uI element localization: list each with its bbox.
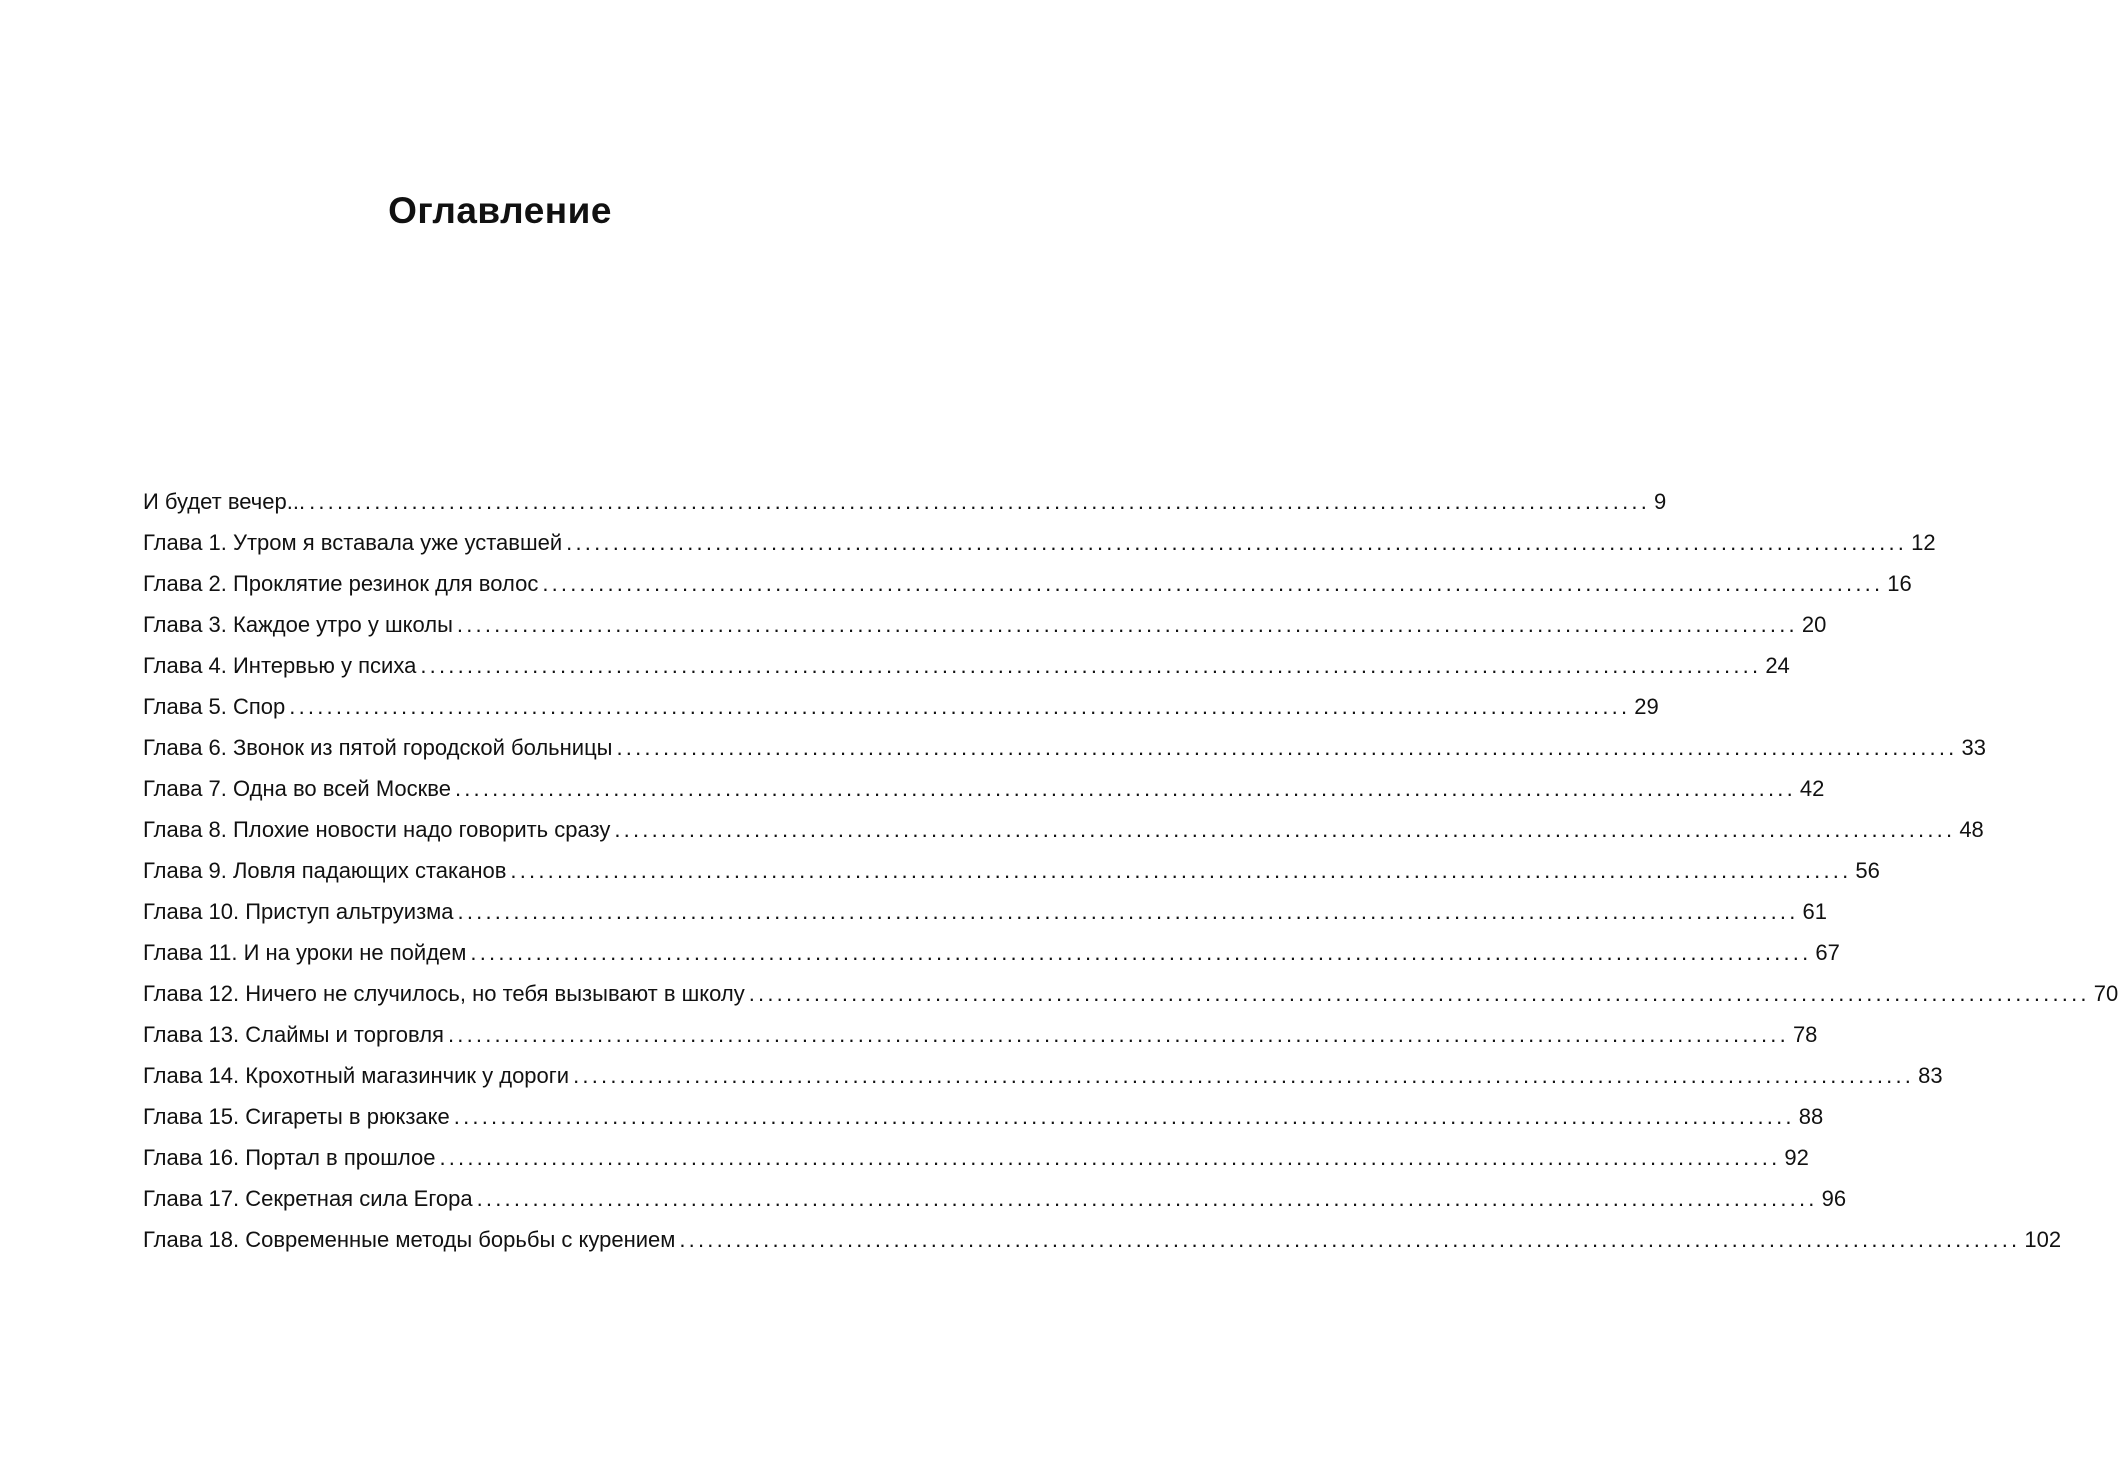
toc-entry[interactable] <box>143 563 1912 604</box>
dot-leader: ................................................................................................................................................ <box>614 817 1956 842</box>
toc-entry-page: 24 <box>1765 653 1790 678</box>
toc-entry-title: Глава 8. Плохие новости надо говорить сразу <box>143 817 611 842</box>
toc-entry-page: 92 <box>1784 1145 1809 1170</box>
toc-entry[interactable] <box>143 1178 1847 1219</box>
toc-entry[interactable] <box>143 973 2118 1014</box>
dot-leader: ................................................................................................................................................ <box>420 653 1762 678</box>
dot-leader: ................................................................................................................................................ <box>456 612 1798 637</box>
dot-leader: ................................................................................................................................................ <box>453 1104 1795 1129</box>
toc-entry-title: Глава 10. Приступ альтруизма <box>143 899 454 924</box>
toc-entry[interactable] <box>143 1137 1809 1178</box>
toc-entry[interactable] <box>143 604 1827 645</box>
toc-entry-page: 33 <box>1961 735 1986 760</box>
toc-entry[interactable] <box>143 645 1790 686</box>
toc-entry-title: Глава 13. Слаймы и торговля <box>143 1022 444 1047</box>
toc-entry-page: 88 <box>1798 1104 1824 1129</box>
toc-entry-title: Глава 12. Ничего не случилось, но тебя вызывают в школу <box>143 981 745 1006</box>
toc-entry-title: Глава 18. Современные методы борьбы с курением <box>143 1227 676 1252</box>
dot-leader: ................................................................................................................................................ <box>470 940 1812 965</box>
toc-entry-page: 61 <box>1802 899 1828 924</box>
toc-entry-title: Глава 1. Утром я вставала уже уставшей <box>143 530 563 555</box>
toc-entry-page: 96 <box>1821 1186 1847 1211</box>
toc-entry-page: 20 <box>1801 612 1827 637</box>
toc-entry[interactable] <box>143 1055 1943 1096</box>
dot-leader: ................................................................................................................................................ <box>447 1022 1789 1047</box>
toc-entry[interactable] <box>143 727 1986 768</box>
dot-leader: ................................................................................................................................................ <box>616 735 1958 760</box>
toc-entry-title: Глава 6. Звонок из пятой городской больницы <box>143 735 613 760</box>
dot-leader: ................................................................................................................................................ <box>542 571 1884 596</box>
toc-entry-page: 102 <box>2024 1227 2062 1252</box>
toc-entry-title: Глава 4. Интервью у психа <box>143 653 417 678</box>
toc-entry-page: 56 <box>1855 858 1880 883</box>
toc-entry-title: И будет вечер... <box>143 489 306 514</box>
toc-entry-page: 70 <box>2093 981 2118 1006</box>
toc-entry[interactable] <box>143 1014 1818 1055</box>
toc-entry-page: 29 <box>1634 694 1659 719</box>
toc-entry[interactable] <box>143 686 1659 727</box>
toc-entry[interactable] <box>143 1096 1824 1137</box>
toc-entry-title: Глава 9. Ловля падающих стаканов <box>143 858 507 883</box>
toc-entry[interactable] <box>143 932 1840 973</box>
toc-entry-title: Глава 7. Одна во всей Москве <box>143 776 451 801</box>
toc-entry[interactable] <box>143 850 1880 891</box>
toc-entry[interactable] <box>143 522 1936 563</box>
dot-leader: ................................................................................................................................................ <box>457 899 1799 924</box>
toc-entry-page: 16 <box>1887 571 1912 596</box>
dot-leader: ................................................................................................................................................ <box>476 1186 1818 1211</box>
toc-entry-title: Глава 2. Проклятие резинок для волос <box>143 571 539 596</box>
dot-leader: ................................................................................................................................................ <box>748 981 2090 1006</box>
page-title: Оглавление <box>388 190 612 231</box>
dot-leader: ................................................................................................................................................ <box>679 1227 2021 1252</box>
toc-entry[interactable] <box>143 481 1667 522</box>
toc-entry[interactable] <box>143 1219 2062 1260</box>
toc-entry[interactable] <box>143 768 1825 809</box>
dot-leader: ................................................................................................................................................ <box>454 776 1796 801</box>
toc-entry-title: Глава 11. И на уроки не пойдем <box>143 940 467 965</box>
dot-leader: ................................................................................................................................................ <box>439 1145 1781 1170</box>
toc-entry-page: 9 <box>1654 489 1667 514</box>
dot-leader: ................................................................................................................................................ <box>309 489 1651 514</box>
table-of-contents <box>143 481 2118 1260</box>
dot-leader: ................................................................................................................................................ <box>566 530 1908 555</box>
dot-leader: ................................................................................................................................................ <box>510 858 1852 883</box>
toc-entry-page: 67 <box>1815 940 1840 965</box>
toc-entry-title: Глава 3. Каждое утро у школы <box>143 612 453 637</box>
toc-entry[interactable] <box>143 809 1984 850</box>
toc-entry-page: 78 <box>1792 1022 1818 1047</box>
toc-entry-page: 12 <box>1911 530 1936 555</box>
toc-entry-title: Глава 16. Портал в прошлое <box>143 1145 436 1170</box>
toc-entry-title: Глава 17. Секретная сила Егора <box>143 1186 473 1211</box>
toc-entry[interactable] <box>143 891 1828 932</box>
toc-entry-title: Глава 15. Сигареты в рюкзаке <box>143 1104 450 1129</box>
toc-entry-page: 48 <box>1959 817 1984 842</box>
toc-entry-title: Глава 5. Спор <box>143 694 286 719</box>
toc-entry-page: 83 <box>1918 1063 1943 1088</box>
toc-entry-title: Глава 14. Крохотный магазинчик у дороги <box>143 1063 570 1088</box>
toc-entry-page: 42 <box>1799 776 1825 801</box>
dot-leader: ................................................................................................................................................ <box>289 694 1631 719</box>
dot-leader: ................................................................................................................................................ <box>573 1063 1915 1088</box>
